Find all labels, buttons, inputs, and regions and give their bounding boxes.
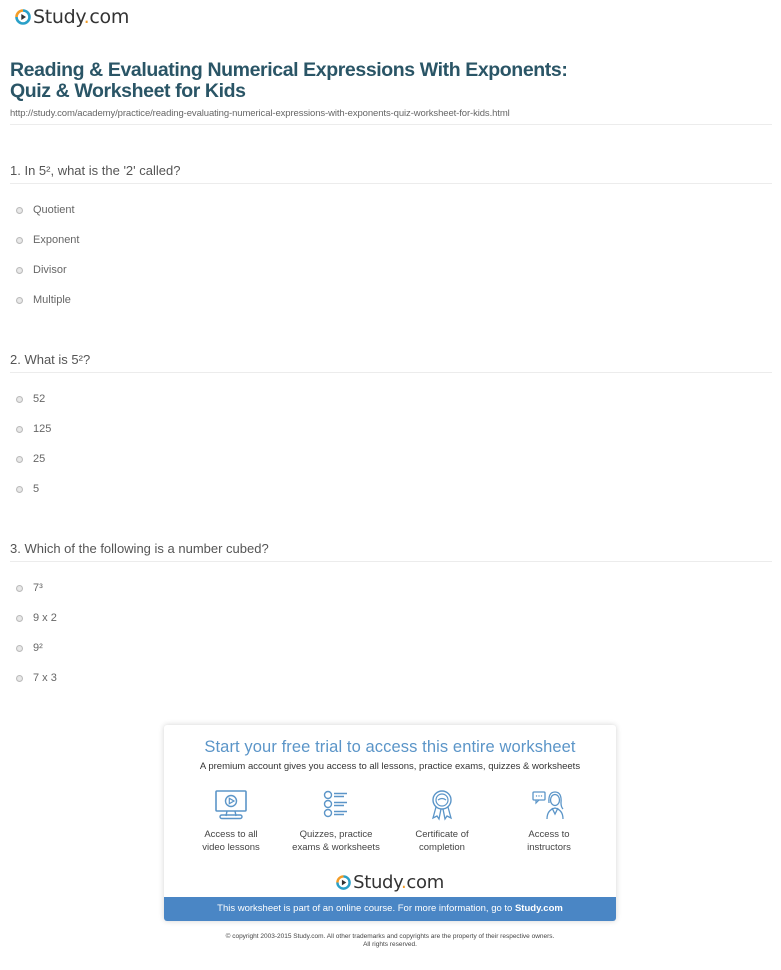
radio-button[interactable] xyxy=(16,396,23,403)
option-label: 9 x 2 xyxy=(33,612,57,624)
q3-option-2[interactable] xyxy=(16,612,57,624)
q2-option-4[interactable] xyxy=(16,483,39,495)
question-1: 1. In 5², what is the '2' called? xyxy=(10,163,181,178)
copyright-notice xyxy=(160,933,620,949)
certificate-icon xyxy=(387,789,497,821)
radio-button[interactable] xyxy=(16,237,23,244)
instructor-icon xyxy=(494,789,604,821)
quiz-list-icon xyxy=(281,789,391,821)
feature-label: Quizzes, practice exams & worksheets xyxy=(292,829,380,853)
option-label: 125 xyxy=(33,423,52,435)
play-logo-icon xyxy=(15,9,31,25)
radio-button[interactable] xyxy=(16,645,23,652)
feature-quizzes xyxy=(281,789,391,854)
q3-option-1[interactable] xyxy=(16,582,43,594)
study-com-link[interactable]: Study.com xyxy=(514,903,563,914)
divider xyxy=(10,561,772,562)
q1-option-2[interactable] xyxy=(16,234,79,246)
question-2: 2. What is 5²? xyxy=(10,352,91,367)
feature-label: Certificate of completion xyxy=(415,829,469,853)
option-label: 5 xyxy=(33,483,40,495)
page-url: http://study.com/academy/practice/reading-evaluating-numerical-expressions-with-exponents-quiz-worksheet-for-kids.html xyxy=(10,108,510,119)
banner-text: This worksheet is part of an online course. For more information, go to xyxy=(217,903,515,914)
option-label: Quotient xyxy=(33,204,75,216)
study-logo[interactable] xyxy=(15,6,129,28)
q2-option-1[interactable] xyxy=(16,393,45,405)
option-label: 7³ xyxy=(33,582,43,594)
radio-button[interactable] xyxy=(16,297,23,304)
promo-subtitle: A premium account gives you access to all lessons, practice exams, quizzes & worksheets xyxy=(199,761,581,772)
question-3: 3. Which of the following is a number cubed? xyxy=(10,541,269,556)
promo-title[interactable]: Start your free trial to access this entire worksheet xyxy=(204,738,576,756)
radio-button[interactable] xyxy=(16,585,23,592)
video-lesson-icon xyxy=(176,789,286,821)
feature-label: Access to instructors xyxy=(527,829,571,853)
option-label: Multiple xyxy=(33,294,71,306)
option-label: 52 xyxy=(33,393,46,405)
divider xyxy=(10,372,772,373)
copyright-line: © copyright 2003-2015 Study.com. All other trademarks and copyrights are the property of their respective owners. xyxy=(225,933,555,940)
promo-study-logo[interactable] xyxy=(164,872,616,893)
option-label: 7 x 3 xyxy=(33,672,57,684)
radio-button[interactable] xyxy=(16,426,23,433)
option-label: 9² xyxy=(33,642,43,654)
radio-button[interactable] xyxy=(16,615,23,622)
radio-button[interactable] xyxy=(16,675,23,682)
q1-option-3[interactable] xyxy=(16,264,67,276)
page-title: Reading & Evaluating Numerical Expressions With Exponents: Quiz & Worksheet for Kids xyxy=(10,59,568,102)
online-course-banner xyxy=(164,897,616,921)
q3-option-3[interactable] xyxy=(16,642,43,654)
feature-video-lessons xyxy=(176,789,286,854)
radio-button[interactable] xyxy=(16,486,23,493)
option-label: Divisor xyxy=(33,264,67,276)
logo-text: Study.com xyxy=(353,872,444,893)
radio-button[interactable] xyxy=(16,456,23,463)
feature-label: Access to all video lessons xyxy=(202,829,260,853)
q2-option-3[interactable] xyxy=(16,453,45,465)
radio-button[interactable] xyxy=(16,267,23,274)
q1-option-4[interactable] xyxy=(16,294,71,306)
logo-text: Study.com xyxy=(33,6,130,28)
divider xyxy=(10,183,772,184)
play-logo-icon xyxy=(336,875,351,890)
q2-option-2[interactable] xyxy=(16,423,51,435)
feature-certificate xyxy=(387,789,497,854)
divider xyxy=(10,124,772,125)
q1-option-1[interactable] xyxy=(16,204,75,216)
feature-instructors xyxy=(494,789,604,854)
rights-reserved-line: All rights reserved. xyxy=(363,941,417,948)
free-trial-promo xyxy=(164,725,616,921)
radio-button[interactable] xyxy=(16,207,23,214)
q3-option-4[interactable] xyxy=(16,672,57,684)
option-label: 25 xyxy=(33,453,46,465)
option-label: Exponent xyxy=(33,234,80,246)
